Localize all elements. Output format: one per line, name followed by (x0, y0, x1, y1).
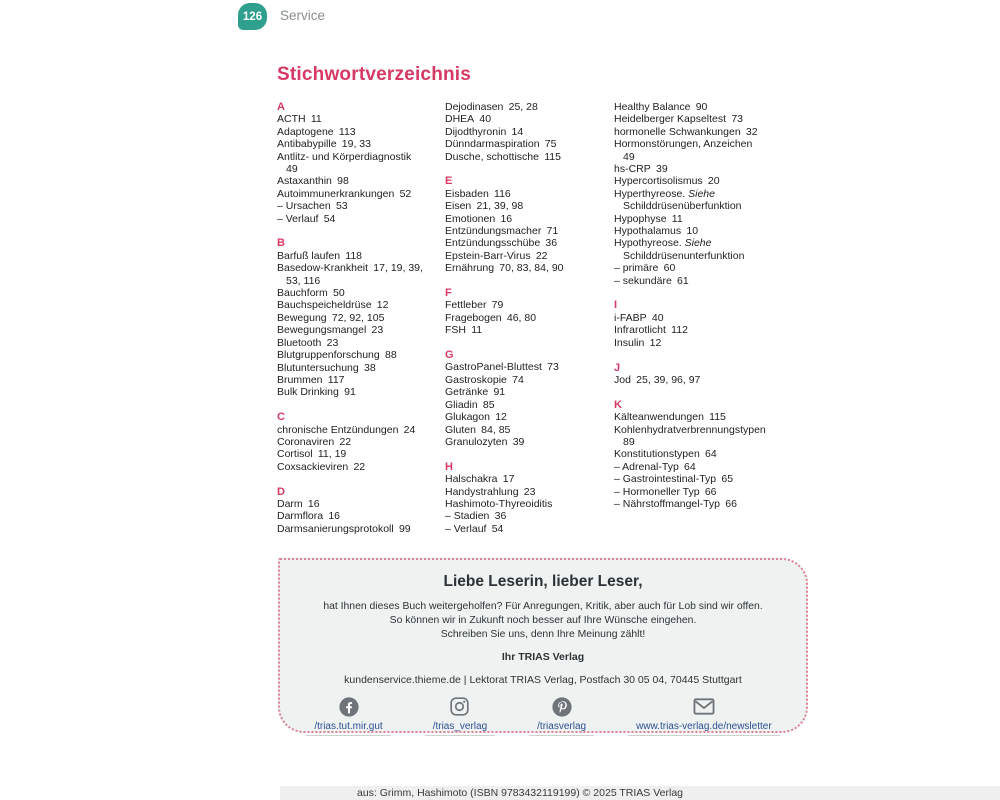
index-entry: Insulin 12 (614, 336, 662, 349)
index-letter-heading: C (277, 411, 285, 424)
index-entry: hs-CRP 39 (614, 163, 668, 176)
social-link[interactable]: /trias.tut.mir.gut (306, 721, 390, 736)
index-entry: hormonelle Schwankungen 32 (614, 125, 758, 138)
index-entry: Antibabypille 19, 33 (277, 138, 371, 151)
index-entry: Antlitz- und Körperdiagnostik 49 (277, 150, 412, 176)
index-group (445, 349, 614, 448)
social-links-row (280, 695, 806, 736)
index-entry: Fettleber 79 (445, 299, 504, 312)
index-entry: Bewegung 72, 92, 105 (277, 311, 385, 324)
instagram-icon (449, 695, 470, 718)
index-entry: Epstein-Barr-Virus 22 (445, 249, 548, 262)
index-entry: Cortisol 11, 19 (277, 448, 347, 461)
index-entry: Konstitutionstypen 64 (614, 448, 717, 461)
index-entry: Coronaviren 22 (277, 435, 352, 448)
info-box-text (280, 600, 806, 642)
social-link[interactable]: www.trias-verlag.de/newsletter (628, 721, 780, 736)
index-entry: chronische Entzündungen 24 (277, 423, 416, 436)
index-entry: i-FABP 40 (614, 311, 664, 324)
index-entry: Hyperthyreose. Siehe Schilddrüsenüberfunktion (614, 187, 742, 213)
index-column (614, 101, 814, 548)
index-entry: Eisen 21, 39, 98 (445, 200, 524, 213)
index-entry: Bauchspeicheldrüse 12 (277, 299, 389, 312)
index-letter-heading: I (614, 299, 618, 312)
index-entry: Hypothalamus 10 (614, 225, 699, 238)
info-box-line: hat Ihnen dieses Buch weitergeholfen? Für Anregungen, Kritik, aber auch für Lob sind wir offen. (323, 601, 763, 612)
social-link[interactable]: /triasverlag (529, 721, 594, 736)
index-entry: Hypercortisolismus 20 (614, 175, 720, 188)
index-entry: Hypophyse 11 (614, 212, 683, 225)
index-entry: Gastroskopie 74 (445, 373, 524, 386)
index-letter-heading: K (614, 398, 622, 411)
index-letter-heading: D (277, 485, 285, 498)
index-letter-heading: J (614, 361, 621, 374)
index-entry: Dusche, schottische 115 (445, 150, 561, 163)
index-group (277, 101, 445, 225)
index-letter-heading: B (277, 237, 285, 250)
social-link[interactable]: /trias_verlag (425, 721, 495, 736)
index-entry: Hypothyreose. Siehe Schilddrüsenunterfunktion (614, 237, 745, 262)
index-group (445, 287, 614, 337)
email-icon (692, 695, 716, 718)
section-label: Service (280, 8, 326, 23)
index-entry: Emotionen 16 (445, 212, 513, 225)
index-entry: Adaptogene 113 (277, 125, 356, 138)
index-columns (277, 101, 814, 548)
index-letter-heading: A (277, 101, 285, 113)
index-group (277, 237, 445, 398)
index-group (614, 101, 814, 287)
index-letter-heading: E (445, 175, 453, 188)
index-entry: ACTH 11 (277, 113, 322, 126)
index-entry: Ernährung 70, 83, 84, 90 (445, 262, 564, 275)
index-entry: Dijodthyronin 14 (445, 125, 524, 138)
index-entry: Basedow-Krankheit 17, 19, 39, 53, 116 (277, 262, 423, 287)
index-entry: Kälteanwendungen 115 (614, 411, 726, 424)
index-group (614, 399, 814, 511)
index-group (614, 362, 814, 387)
index-entry: – Verlauf 54 (445, 522, 504, 535)
index-entry: Granulozyten 39 (445, 435, 525, 448)
index-entry: – primäre 60 (614, 262, 676, 275)
index-column (277, 101, 445, 548)
index-entry: – sekundäre 61 (614, 274, 689, 287)
index-entry: Eisbaden 116 (445, 187, 511, 200)
footer-credit: aus: Grimm, Hashimoto (ISBN 9783432119199) © 2025 TRIAS Verlag (356, 787, 683, 799)
index-entry: Entzündungsschübe 36 (445, 237, 558, 250)
index-letter-heading: F (445, 287, 452, 300)
index-entry: Glukagon 12 (445, 411, 507, 424)
index-entry: Bauchform 50 (277, 287, 345, 300)
info-box-contact: kundenservice.thieme.de | Lektorat TRIAS Verlag, Postfach 30 05 04, 70445 Stuttgart (344, 674, 742, 686)
info-box-line: So können wir in Zukunft noch besser auf Ihre Wünsche eingehen. (389, 615, 697, 626)
index-entry: Darmflora 16 (277, 510, 341, 523)
index-entry: Handystrahlung 23 (445, 485, 536, 498)
index-group (445, 101, 614, 163)
index-entry: Coxsackieviren 22 (277, 460, 366, 473)
social-item (628, 695, 780, 736)
index-entry: – Ursachen 53 (277, 200, 348, 213)
index-entry: Fragebogen 46, 80 (445, 311, 537, 324)
index-entry: Bulk Drinking 91 (277, 386, 356, 399)
index-entry: Heidelberger Kapseltest 73 (614, 113, 743, 126)
index-entry: Jod 25, 39, 96, 97 (614, 373, 701, 386)
index-letter-heading: G (445, 349, 454, 362)
index-group (445, 175, 614, 274)
index-entry: – Verlauf 54 (277, 212, 336, 225)
index-entry: Hormonstörungen, Anzeichen 49 (614, 138, 753, 163)
index-entry: Infrarotlicht 112 (614, 324, 688, 337)
index-group (277, 411, 445, 473)
info-box-title: Liebe Leserin, lieber Leser, (443, 573, 643, 590)
index-entry: Gliadin 85 (445, 398, 495, 411)
social-item (425, 695, 495, 736)
index-entry: – Gastrointestinal-Typ 65 (614, 473, 734, 486)
index-entry: Dünndarmaspiration 75 (445, 138, 557, 151)
index-entry: Blutgruppenforschung 88 (277, 349, 397, 362)
index-entry: – Nährstoffmangel-Typ 66 (614, 497, 737, 510)
index-entry: – Adrenal-Typ 64 (614, 460, 696, 473)
page-title: Stichwortverzeichnis (277, 64, 472, 85)
info-box-line: Schreiben Sie uns, denn Ihre Meinung zählt! (440, 629, 646, 640)
index-entry: Healthy Balance 90 (614, 101, 708, 113)
index-entry: Astaxanthin 98 (277, 175, 349, 188)
index-entry: – Hormoneller Typ 66 (614, 485, 717, 498)
index-letter-heading: H (445, 460, 453, 473)
index-entry: Dejodinasen 25, 28 (445, 101, 538, 113)
index-entry: Darm 16 (277, 497, 320, 510)
index-entry: DHEA 40 (445, 113, 492, 126)
index-entry: Gluten 84, 85 (445, 423, 511, 436)
index-entry: Barfuß laufen 118 (277, 249, 363, 262)
index-entry: Darmsanierungsprotokoll 99 (277, 522, 411, 535)
index-entry: Autoimmunerkrankungen 52 (277, 187, 412, 200)
page-number-badge: 126 (238, 3, 267, 30)
index-entry: Halschakra 17 (445, 473, 515, 486)
index-entry: Entzündungsmacher 71 (445, 225, 559, 238)
info-box-signature: Ihr TRIAS Verlag (501, 651, 585, 663)
index-entry: GastroPanel-Bluttest 73 (445, 361, 559, 374)
facebook-icon (338, 695, 360, 718)
index-entry: Blutuntersuchung 38 (277, 361, 376, 374)
index-group (614, 299, 814, 349)
pinterest-icon (551, 695, 573, 718)
index-group (445, 461, 614, 535)
index-entry: Kohlenhydratverbrennungstypen 89 (614, 423, 766, 448)
index-entry: Bluetooth 23 (277, 336, 339, 349)
index-entry: Brummen 117 (277, 373, 345, 386)
index-entry: Getränke 91 (445, 386, 506, 399)
index-column (445, 101, 614, 548)
index-entry: – Stadien 36 (445, 510, 507, 523)
reader-info-box (278, 558, 808, 733)
social-item (529, 695, 594, 736)
social-item (306, 695, 390, 736)
index-entry: FSH 11 (445, 324, 483, 337)
index-entry: Hashimoto-Thyreoiditis (445, 497, 553, 510)
index-entry: Bewegungsmangel 23 (277, 324, 384, 337)
index-group (277, 486, 445, 536)
